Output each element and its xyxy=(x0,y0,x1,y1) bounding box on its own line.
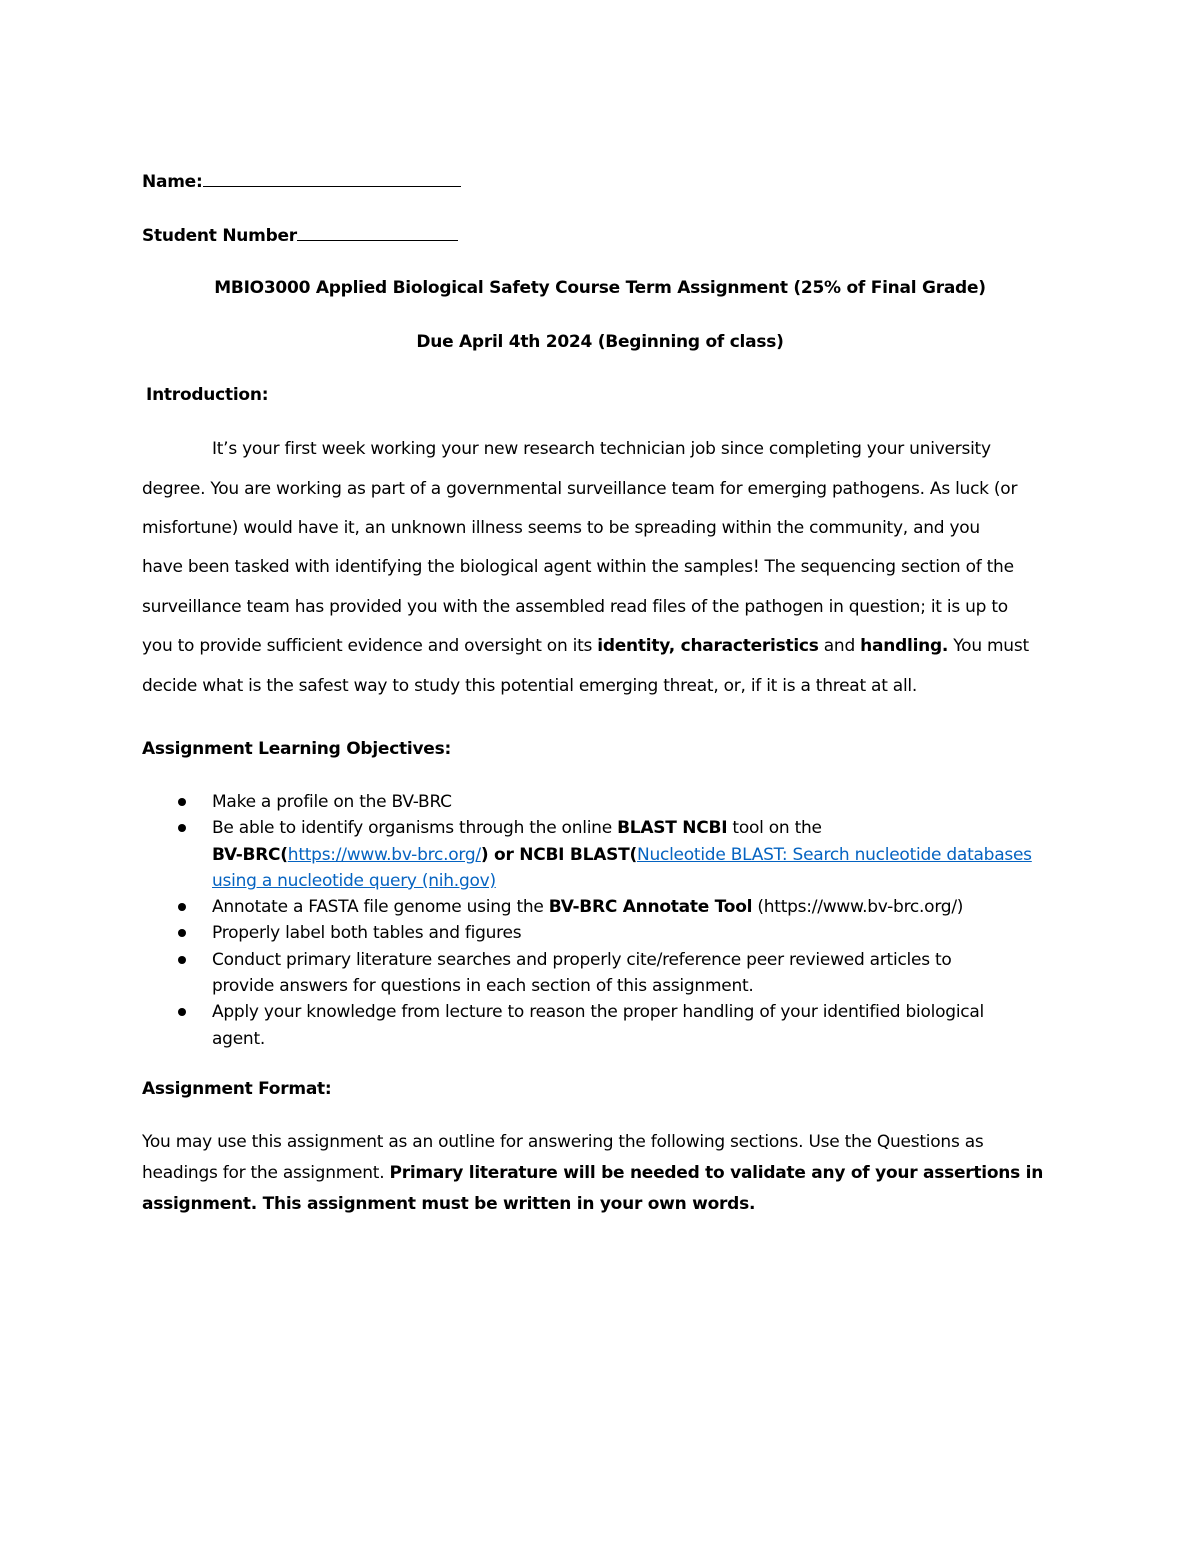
intro-line-4: have been tasked with identifying the biological agent within the samples! The sequencing section of the xyxy=(142,557,1014,577)
bullet-icon xyxy=(178,1008,186,1016)
objective-5-line-2: provide answers for questions in each section of this assignment. xyxy=(212,976,754,996)
intro-line-6-text-c: and xyxy=(818,636,861,656)
nucleotide-blast-link-continued[interactable]: using a nucleotide query (nih.gov) xyxy=(212,871,496,891)
intro-line-3: misfortune) would have it, an unknown illness seems to be spreading within the community, and you xyxy=(142,518,980,538)
student-number-field xyxy=(142,223,458,247)
introduction-heading: Introduction: xyxy=(146,385,269,405)
intro-line-2: degree. You are working as part of a governmental surveillance team for emerging pathogens. As luck (or xyxy=(142,479,1018,499)
intro-line-6-text-e: You must xyxy=(948,636,1029,656)
bv-brc-link[interactable]: https://www.bv-brc.org/ xyxy=(287,845,481,865)
bullet-icon xyxy=(178,903,186,911)
objectives-heading: Assignment Learning Objectives: xyxy=(142,739,452,759)
intro-line-6-text-a: you to provide sufficient evidence and oversight on its xyxy=(142,636,598,656)
format-line-2-bold: Primary literature will be needed to validate any of your assertions in xyxy=(389,1163,1044,1183)
objective-1: Make a profile on the BV-BRC xyxy=(212,792,452,812)
objective-5-line-1: Conduct primary literature searches and properly cite/reference peer reviewed articles to xyxy=(212,950,952,970)
nucleotide-blast-link[interactable]: Nucleotide BLAST: Search nucleotide databases xyxy=(636,845,1032,865)
blast-ncbi-bold: BLAST NCBI xyxy=(617,818,728,838)
intro-line-6 xyxy=(142,635,1029,657)
objective-6-line-2: agent. xyxy=(212,1029,266,1049)
ncbi-blast-bold: ) or NCBI BLAST( xyxy=(480,845,637,865)
format-line-2-text: headings for the assignment. xyxy=(142,1163,390,1183)
name-label: Name: xyxy=(142,172,203,192)
objective-3-text-c: (https://www.bv-brc.org/) xyxy=(752,897,964,917)
due-date: Due April 4th 2024 (Beginning of class) xyxy=(416,332,784,352)
bullet-icon xyxy=(178,956,186,964)
objective-6-line-1: Apply your knowledge from lecture to reason the proper handling of your identified biological xyxy=(212,1002,985,1022)
intro-identity-bold: identity, characteristics xyxy=(597,636,819,656)
bullet-icon xyxy=(178,798,186,806)
format-line-2 xyxy=(142,1162,1043,1184)
intro-line-5: surveillance team has provided you with the assembled read files of the pathogen in question; it is up to xyxy=(142,597,1008,617)
bullet-icon xyxy=(178,929,186,937)
course-title: MBIO3000 Applied Biological Safety Course Term Assignment (25% of Final Grade) xyxy=(214,278,986,298)
objective-2-line-1 xyxy=(212,817,822,839)
objective-2-line-2 xyxy=(212,844,1032,866)
objective-2-line-3 xyxy=(212,870,496,892)
annotate-tool-bold: BV-BRC Annotate Tool xyxy=(548,897,753,917)
name-blank[interactable] xyxy=(203,169,461,187)
bv-brc-bold: BV-BRC( xyxy=(212,845,288,865)
student-number-label: Student Number xyxy=(142,226,297,246)
objective-4: Properly label both tables and figures xyxy=(212,923,522,943)
format-heading: Assignment Format: xyxy=(142,1079,332,1099)
intro-line-1: It’s your first week working your new research technician job since completing your university xyxy=(212,439,991,459)
bullet-icon xyxy=(178,824,186,832)
objective-3 xyxy=(212,896,963,918)
format-line-3: assignment. This assignment must be written in your own words. xyxy=(142,1194,756,1214)
objective-3-text-a: Annotate a FASTA file genome using the xyxy=(212,897,549,917)
intro-line-7: decide what is the safest way to study this potential emerging threat, or, if it is a threat at all. xyxy=(142,676,918,696)
objective-2-text-c: tool on the xyxy=(727,818,822,838)
objective-2-text-a: Be able to identify organisms through the online xyxy=(212,818,618,838)
intro-handling-bold: handling. xyxy=(860,636,949,656)
student-number-blank[interactable] xyxy=(297,223,458,241)
name-field xyxy=(142,169,461,193)
format-line-1: You may use this assignment as an outline for answering the following sections. Use the Questions as xyxy=(142,1132,984,1152)
